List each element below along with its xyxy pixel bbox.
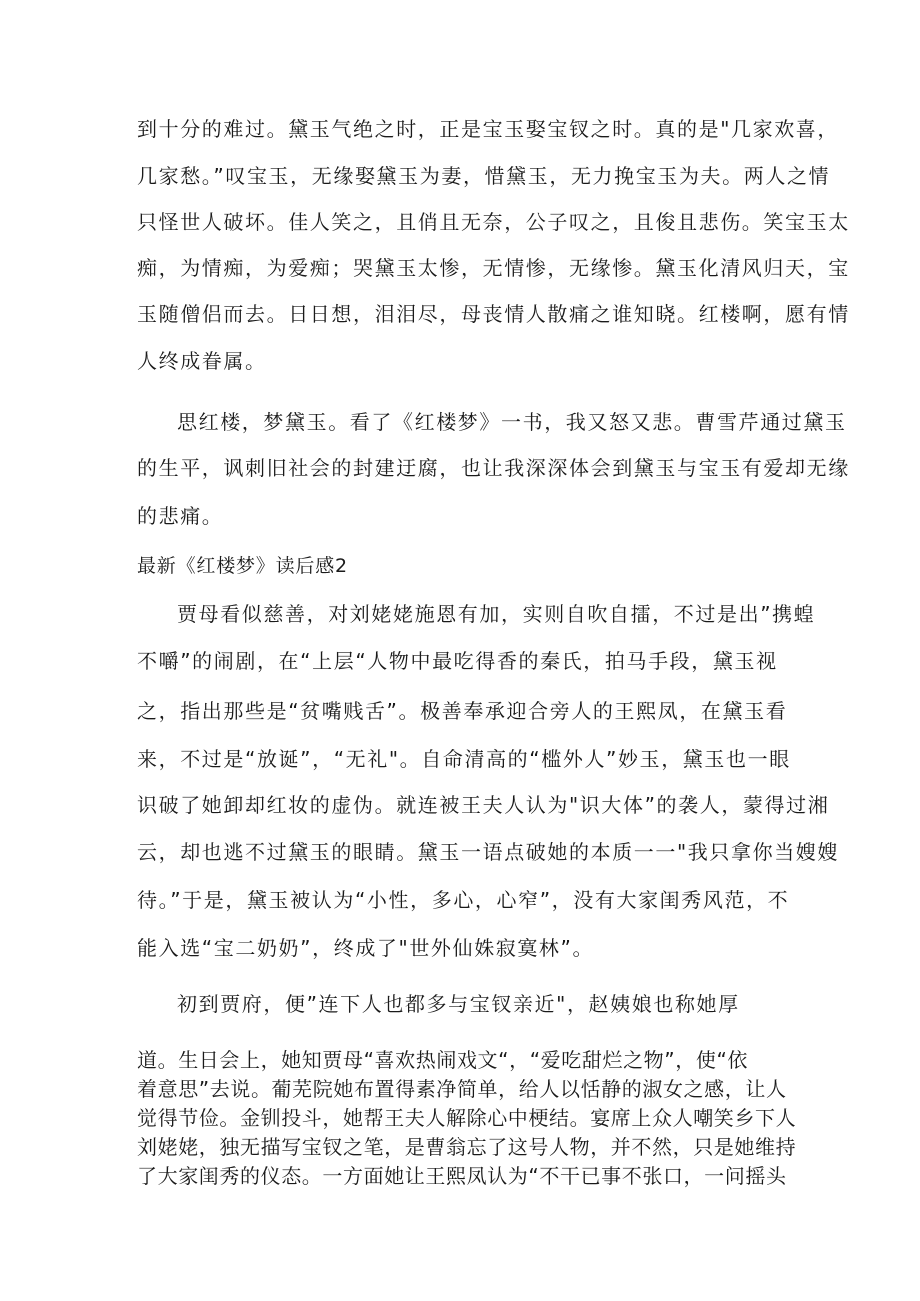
text-line: 思红楼，梦黛玉。看了《红楼梦》一书，我又怒又悲。曹雪芹通过黛玉 — [177, 410, 847, 434]
text-line: 了大家闺秀的仪态。一方面她让王熙凤认为“不干已事不张口，一问摇头 — [137, 1164, 787, 1188]
text-line: 道。生日会上，她知贾母“喜欢热闹戏文“，“爱吃甜烂之物”，使“依 — [137, 1048, 749, 1072]
text-line: 云，却也逃不过黛玉的眼睛。黛玉一语点破她的本质一一"我只拿你当嫂嫂 — [137, 840, 839, 864]
text-line: 的生平，讽刺旧社会的封建迂腐，也让我深深体会到黛玉与宝玉有爱却无缘 — [137, 456, 850, 480]
text-line: 能入选“宝二奶奶”，终成了"世外仙姝寂寞林”。 — [137, 936, 595, 960]
text-line: 到十分的难过。黛玉气绝之时，正是宝玉娶宝钗之时。真的是"几家欢喜， — [137, 117, 839, 141]
section-heading: 最新《红楼梦》读后感2 — [137, 555, 348, 577]
text-line: 的悲痛。 — [137, 504, 224, 528]
text-line: 痴，为情痴，为爱痴；哭黛玉太惨，无情惨，无缘惨。黛玉化清风归天，宝 — [137, 256, 850, 280]
text-line: 只怪世人破坏。佳人笑之，且俏且无奈，公子叹之，且俊且悲伤。笑宝玉太 — [137, 210, 850, 234]
text-line: 识破了她卸却红妆的虚伪。就连被王夫人认为"识大体”的袭人，蒙得过湘 — [137, 793, 830, 817]
text-line: 待。”于是，黛玉被认为“小性，多心，心窄”，没有大家闺秀风范，不 — [137, 888, 790, 912]
text-line: 初到贾府，便”连下人也都多与宝钗亲近"，赵姨娘也称她厚 — [177, 992, 740, 1016]
text-line: 人终成眷属。 — [137, 349, 267, 373]
text-line: 刘姥姥，独无描写宝钗之笔，是曹翁忘了这号人物，并不然，只是她维持 — [137, 1135, 797, 1159]
text-line: 贾母看似慈善，对刘姥姥施恩有加，实则自吹自擂，不过是出”携蝗 — [177, 602, 816, 626]
text-line: 着意思”去说。葡芜院她布置得素净简单，给人以恬静的淑女之感，让人 — [137, 1077, 787, 1101]
text-line: 不嚼”的闹剧，在“上层“人物中最吃得香的秦氏，拍马手段，黛玉视 — [137, 649, 778, 673]
text-line: 几家愁。”叹宝玉，无缘娶黛玉为妻，惜黛玉，无力挽宝玉为夫。两人之情 — [137, 164, 831, 188]
text-line: 之，指出那些是“贫嘴贱舌”。极善奉承迎合旁人的王熙凤，在黛玉看 — [137, 699, 788, 723]
text-line: 来，不过是“放诞”，“无礼"。自命清高的“槛外人”妙玉，黛玉也一眼 — [137, 747, 791, 771]
text-line: 玉随僧侣而去。日日想，泪泪尽，母丧情人散痛之谁知晓。红楼啊，愿有情 — [137, 302, 850, 326]
text-line: 觉得节俭。金钏投斗，她帮王夫人解除心中梗结。宴席上众人嘲笑乡下人 — [137, 1106, 797, 1130]
